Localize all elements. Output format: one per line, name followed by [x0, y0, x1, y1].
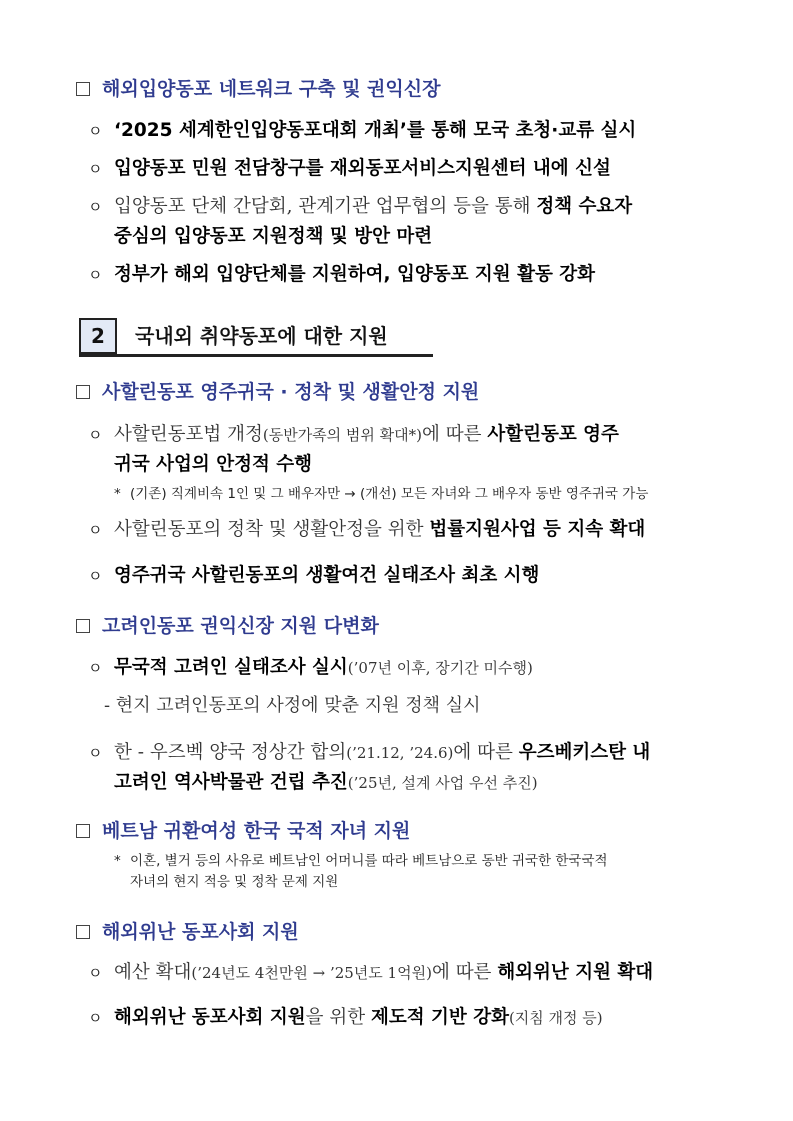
list-item: ㅇ 해외위난 동포사회 지원을 위한 제도적 기반 강화(지침 개정 등) [88, 1003, 728, 1033]
section-title-koryoin: 고려인동포 권익신장 지원 다변화 [76, 611, 379, 638]
list-item: ㅇ 입양동포 단체 간담회, 관계기관 업무협의 등을 통해 정책 수요자 중심의 입양동포 지원정책 및 방안 마련 [88, 192, 728, 252]
list-item: ㅇ 사할린동포의 정착 및 생활안정을 위한 법률지원사업 등 지속 확대 [88, 515, 728, 545]
circle-bullet-icon: ㅇ [88, 426, 103, 444]
footnote: * (기존) 직계비속 1인 및 그 배우자만 → (개선) 모든 자녀와 그 배우자 동반 영주귀국 가능 [114, 486, 649, 502]
section-title-adoptee-network: 해외입양동포 네트워크 구축 및 권익신장 [76, 74, 440, 101]
section-title-overseas-crisis: 해외위난 동포사회 지원 [76, 917, 299, 944]
circle-bullet-icon: ㅇ [88, 567, 103, 585]
circle-bullet-icon: ㅇ [88, 266, 103, 284]
list-item: ㅇ 입양동포 민원 전담창구를 재외동포서비스지원센터 내에 신설 [88, 154, 728, 184]
list-item: ㅇ ‘2025 세계한인입양동포대회 개최’를 통해 모국 초청·교류 실시 [88, 116, 728, 146]
list-item: ㅇ 예산 확대(’24년도 4천만원 → ’25년도 1억원)에 따른 해외위난 지원 확대 [88, 958, 728, 988]
circle-bullet-icon: ㅇ [88, 744, 103, 762]
chapter-underline [79, 354, 433, 357]
checkbox-square-icon [76, 824, 90, 838]
list-item: ㅇ 정부가 해외 입양단체를 지원하여, 입양동포 지원 활동 강화 [88, 260, 728, 290]
section-title-vietnam: 베트남 귀환여성 한국 국적 자녀 지원 [76, 816, 410, 843]
sub-item: - 현지 고려인동포의 사정에 맞춘 지원 정책 실시 [104, 695, 481, 716]
list-item: ㅇ 무국적 고려인 실태조사 실시(’07년 이후, 장기간 미수행) [88, 653, 728, 683]
chapter-number: 2 [79, 318, 117, 354]
checkbox-square-icon [76, 925, 90, 939]
checkbox-square-icon [76, 385, 90, 399]
checkbox-square-icon [76, 82, 90, 96]
circle-bullet-icon: ㅇ [88, 659, 103, 677]
chapter-title: 국내외 취약동포에 대한 지원 [135, 324, 388, 348]
chapter-header [79, 318, 433, 356]
section-title-sakhalin: 사할린동포 영주귀국 · 정착 및 생활안정 지원 [76, 377, 479, 404]
list-item: ㅇ 사할린동포법 개정(동반가족의 범위 확대*)에 따른 사할린동포 영주 귀국 사업의 안정적 수행 [88, 420, 728, 480]
list-item: ㅇ 한 - 우즈벡 양국 정상간 합의(’21.12, ’24.6)에 따른 우즈베키스탄 내 고려인 역사박물관 건립 추진(’25년, 설계 사업 우선 추진) [88, 738, 728, 798]
circle-bullet-icon: ㅇ [88, 160, 103, 178]
circle-bullet-icon: ㅇ [88, 521, 103, 539]
checkbox-square-icon [76, 619, 90, 633]
footnote: * 이혼, 별거 등의 사유로 베트남인 어머니를 따라 베트남으로 동반 귀국한 한국국적 자녀의 현지 적응 및 정착 문제 지원 [114, 853, 608, 890]
list-item: ㅇ 영주귀국 사할린동포의 생활여건 실태조사 최초 시행 [88, 561, 728, 591]
circle-bullet-icon: ㅇ [88, 198, 103, 216]
circle-bullet-icon: ㅇ [88, 122, 103, 140]
circle-bullet-icon: ㅇ [88, 1009, 103, 1027]
circle-bullet-icon: ㅇ [88, 964, 103, 982]
